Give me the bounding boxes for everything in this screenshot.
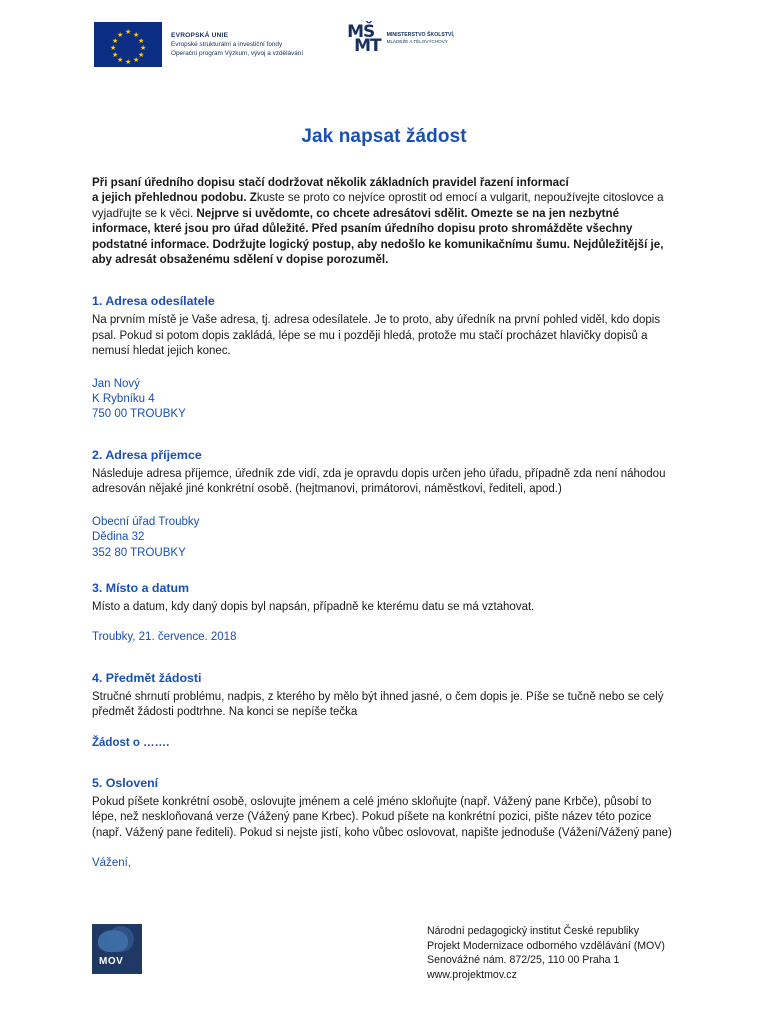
- mov-logo-label: MOV: [99, 956, 124, 967]
- section-body-1: Na prvním místě je Vaše adresa, tj. adresa odesílatele. Je to proto, aby úředník na první pohled viděl, kdo dopis psal. Pokud si potom dopis zakládá, lépe se mu i později hledá, protože mu stačí procházet hlavičky dopisů a nemusí hledat jejich konec.: [92, 314, 661, 358]
- footer-line-1: Národní pedagogický institut České republiky: [427, 925, 639, 937]
- msmt-mark-line1: MŠ: [347, 22, 375, 42]
- section-heading-1: 1. Adresa odesílatele: [92, 294, 215, 309]
- mov-logo-icon: [92, 924, 142, 974]
- sender-name: Jan Nový: [92, 377, 140, 390]
- intro-line-2: a jejich přehlednou podobu. Z: [92, 191, 257, 205]
- section-body-4: Stručné shrnutí problému, nadpis, z kterého by mělo být ihned jasné, o čem dopis je. Píše se tučně nebo se celý předmět žádosti podtrhne. Na konci se nepíše tečka: [92, 690, 664, 719]
- section-example-2: [92, 515, 676, 561]
- intro-line-3: kuste se proto co nejvíce oprostit od emocí a vulgarit, nepoužívejte citoslovce a vyjadřujte se k věci.: [92, 191, 664, 220]
- eu-logo-line1: EVROPSKÁ UNIE: [171, 31, 229, 39]
- eu-flag-icon: ★ ★ ★ ★ ★ ★ ★ ★ ★ ★ ★ ★: [94, 22, 162, 67]
- footer-text: [427, 924, 665, 982]
- section-example-4: Žádost o …….: [92, 736, 170, 749]
- msmt-logo: [347, 22, 455, 56]
- recipient-street: Dědina 32: [92, 531, 145, 544]
- msmt-logo-line1: MINISTERSTVO ŠKOLSTVÍ,: [386, 31, 455, 38]
- logo-bar: [94, 22, 676, 84]
- eu-logo: [94, 22, 303, 67]
- msmt-mark-line2: MT: [354, 36, 381, 56]
- recipient-office: Obecní úřad Troubky: [92, 515, 200, 528]
- intro-paragraph: [92, 175, 676, 267]
- eu-logo-line2: Evropské strukturální a investiční fondy: [171, 41, 283, 49]
- footer-line-2: Projekt Modernizace odborného vzdělávání (MOV): [427, 939, 665, 952]
- page-title: Jak napsat žádost: [301, 126, 467, 147]
- footer-line-3: Senovážné nám. 872/25, 110 00 Praha 1: [427, 954, 620, 966]
- sender-city: 750 00 TROUBKY: [92, 408, 186, 421]
- section-body-2: Následuje adresa příjemce, úředník zde vidí, zda je opravdu dopis určen jeho úřadu, případně zda není náhodou adresován nějaké jiné konkrétní osobě. (hejtmanovi, primátorovi, náměstkovi, řediteli, apod.): [92, 467, 666, 496]
- section-example-1: [92, 377, 676, 423]
- eu-logo-line3: Operační program Výzkum, vývoj a vzdělávání: [171, 50, 304, 58]
- footer-line-4: www.projektmov.cz: [427, 968, 517, 981]
- section-body-5: Pokud píšete konkrétní osobě, oslovujte jménem a celé jméno skloňujte (např. Vážený pane Krbče), působí to lépe, než neskloňovaná verze (Vážený pane Krbec). Pokud píšete na konkrétní pozici, pište název této pozice (např. Vážený pane řediteli). Pokud si nejste jistí, koho vůbec oslovovat, napište jednoduše (Vážení/Vážený pane): [92, 795, 672, 839]
- intro-line-4: Nejprve si uvědomte, co chcete adresátovi sdělit. Omezte se na jen nezbytné informace, které jsou pro úřad důležité. Před psaním úředního dopisu proto shromážděte všechny podstatné informace. Dodržujte logický postup, aby nedošlo ke komunikačnímu šumu. Nejdůležitější je, aby adresát obsaženému sdělení v dopise porozuměl.: [92, 206, 664, 267]
- msmt-logo-line2: MLÁDEŽE A TĚLOVÝCHOVY: [386, 39, 448, 45]
- section-example-3: Troubky, 21. července. 2018: [92, 631, 237, 644]
- section-heading-2: 2. Adresa příjemce: [92, 447, 202, 462]
- section-body-3: Místo a datum, kdy daný dopis byl napsán, případně ke kterému datu se má vztahovat.: [92, 600, 535, 613]
- intro-line-1: Při psaní úředního dopisu stačí dodržovat několik základních pravidel řazení informací: [92, 176, 569, 189]
- msmt-logo-text: [387, 32, 455, 47]
- section-heading-4: 4. Předmět žádosti: [92, 670, 202, 685]
- section-example-5: Vážení,: [92, 857, 131, 870]
- msmt-mark-icon: [347, 22, 381, 56]
- recipient-city: 352 80 TROUBKY: [92, 546, 186, 559]
- section-heading-3: 3. Místo a datum: [92, 580, 190, 595]
- sender-street: K Rybníku 4: [92, 393, 155, 406]
- eu-logo-text: [171, 31, 303, 59]
- section-heading-5: 5. Oslovení: [92, 775, 159, 790]
- page-footer: [92, 924, 728, 982]
